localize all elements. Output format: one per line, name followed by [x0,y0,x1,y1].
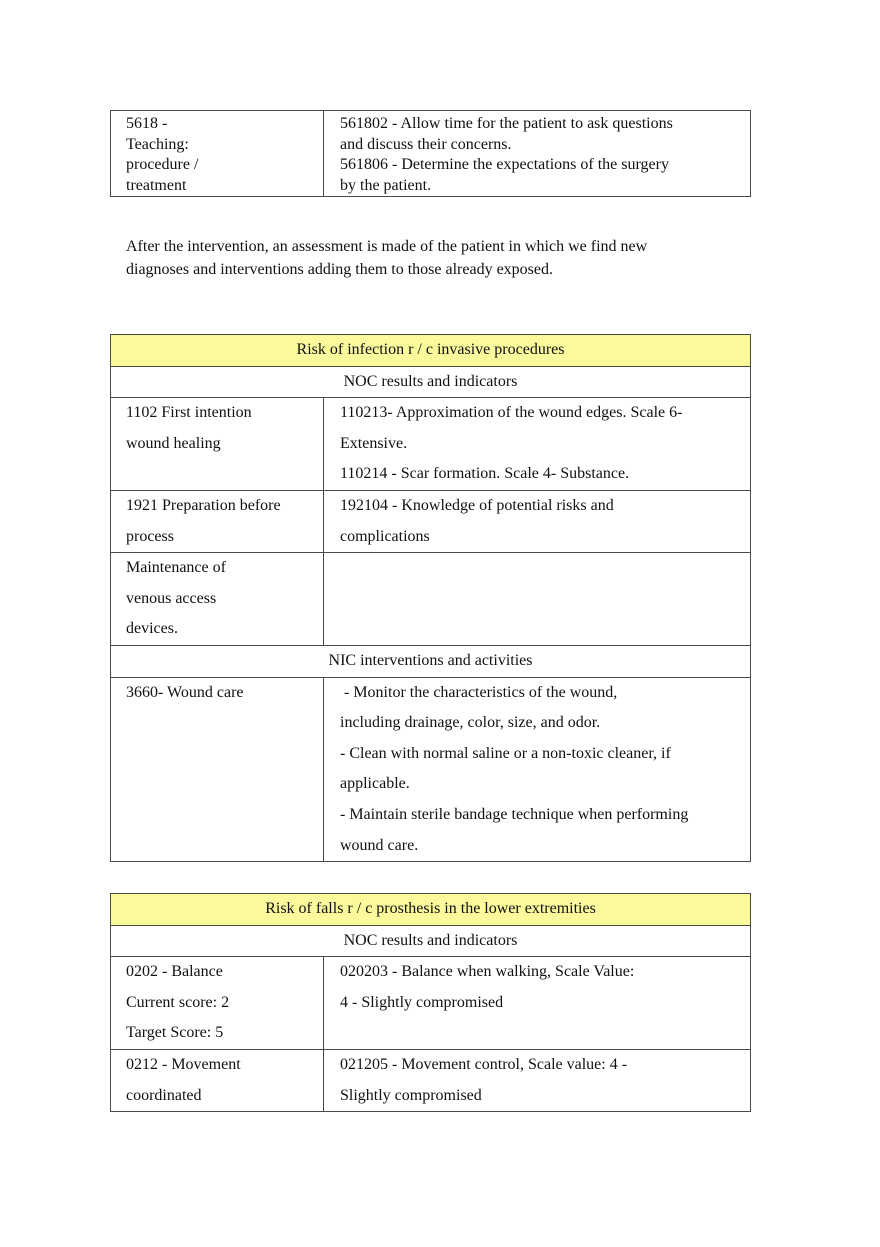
table-row [111,957,751,1050]
table-cell-right [324,553,751,646]
cell-line: - Clean with normal saline or a non-toxic cleaner, if [340,744,671,762]
cell-line: process [126,527,174,545]
cell-line: 561806 - Determine the expectations of the surgery [340,156,669,173]
table-cell-left [111,957,324,1050]
table-cell-left [111,1049,324,1111]
cell-line: 192104 - Knowledge of potential risks and [340,496,614,514]
cell-line: 5618 - [126,115,168,132]
table-cell-right [324,111,751,197]
noc-header: NOC results and indicators [111,925,751,957]
table-cell-right [324,1049,751,1111]
table-cell-left [111,490,324,552]
section-header-row [111,366,751,398]
cell-line: coordinated [126,1086,202,1104]
table-cell-left [111,398,324,491]
table-title: Risk of falls r / c prosthesis in the lower extremities [111,894,751,926]
cell-line: Extensive. [340,434,408,452]
teaching-table [110,110,750,197]
cell-line: complications [340,527,430,545]
cell-line: Target Score: 5 [126,1024,224,1042]
cell-line: and discuss their concerns. [340,135,512,153]
cell-line: 0202 - Balance [126,963,223,981]
table-row [111,1049,751,1111]
table-cell-left [111,553,324,646]
falls-risk-table [110,893,750,1112]
table-cell-right [324,490,751,552]
table-row [111,677,751,862]
cell-line: Maintenance of [126,559,226,577]
cell-line: wound care. [340,836,419,854]
cell-line: 1102 First intention [126,404,252,422]
cell-line: 110213- Approximation of the wound edges. Scale 6- [340,404,683,422]
cell-line: 110214 - Scar formation. Scale 4- Substance. [340,465,630,483]
infection-risk-table [110,334,750,862]
paragraph-line: After the intervention, an assessment is made of the patient in which we find new [126,238,648,255]
cell-line: Current score: 2 [126,993,230,1011]
assessment-paragraph [126,235,746,281]
table-row [111,398,751,491]
cell-line: - Maintain sterile bandage technique when performing [340,805,689,823]
noc-header: NOC results and indicators [111,366,751,398]
cell-line: treatment [126,176,187,194]
table-cell-right [324,677,751,862]
nic-header: NIC interventions and activities [111,645,751,677]
table-cell-left [111,677,324,862]
cell-line: 4 - Slightly compromised [340,993,504,1011]
cell-line: 561802 - Allow time for the patient to ask questions [340,115,673,132]
table-cell-left [111,111,324,197]
cell-line: applicable. [340,775,410,793]
cell-line: 3660- Wound care [126,683,244,701]
cell-line: 1921 Preparation before [126,496,281,514]
table-title: Risk of infection r / c invasive procedures [111,335,751,367]
table-row [111,111,751,197]
section-header-row [111,925,751,957]
cell-line: including drainage, color, size, and odor. [340,714,601,732]
table-row [111,490,751,552]
table-title-row [111,894,751,926]
table-cell-right [324,957,751,1050]
cell-line: Slightly compromised [340,1086,482,1104]
cell-line: Teaching: [126,135,189,153]
paragraph-line: diagnoses and interventions adding them to those already exposed. [126,261,554,278]
table-row [111,553,751,646]
cell-line: procedure / [126,156,199,173]
cell-line: wound healing [126,434,221,452]
cell-line: 020203 - Balance when walking, Scale Value: [340,963,635,981]
cell-line: devices. [126,620,178,638]
section-header-row [111,645,751,677]
table-title-row [111,335,751,367]
cell-line: 0212 - Movement [126,1055,241,1073]
cell-line: 021205 - Movement control, Scale value: 4 - [340,1055,628,1073]
cell-line: venous access [126,589,217,607]
cell-line: by the patient. [340,176,432,194]
cell-line: - Monitor the characteristics of the wound, [340,683,618,701]
table-cell-right [324,398,751,491]
